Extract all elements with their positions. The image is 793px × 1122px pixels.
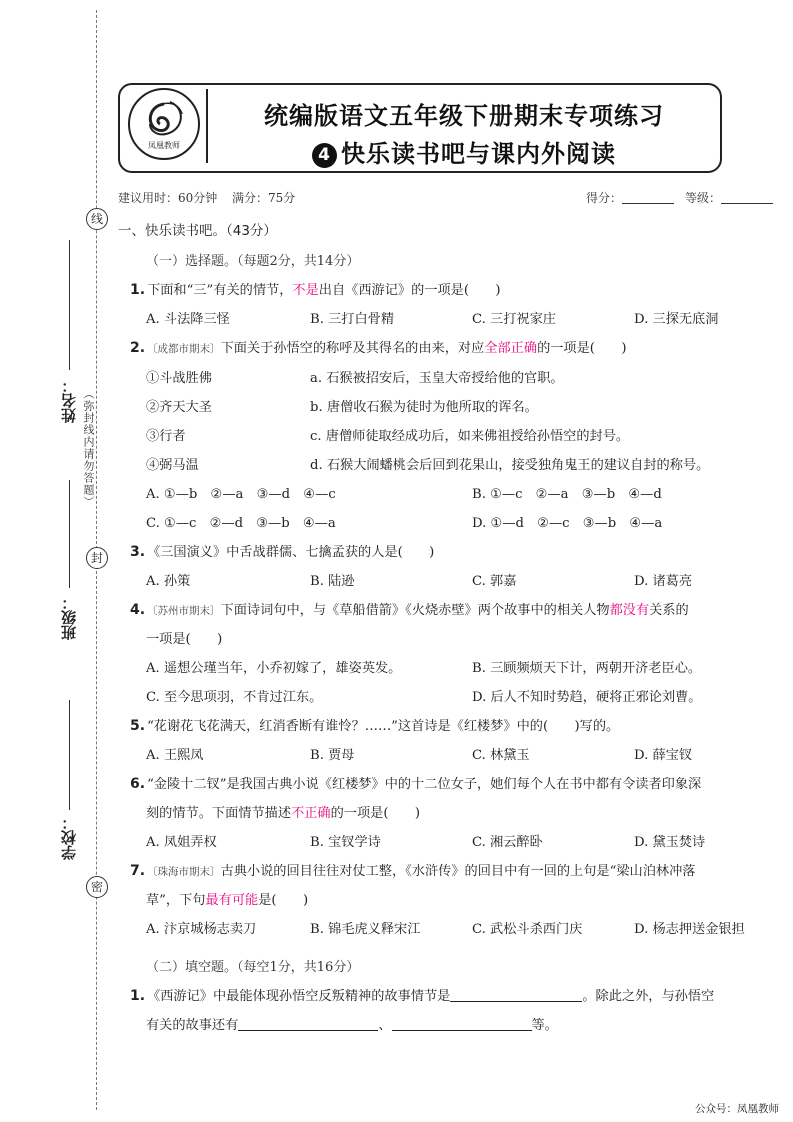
q2-option-b[interactable]: B. ①—c ②—a ③—b ④—d bbox=[472, 487, 662, 502]
q2-name-1: ①斗战胜佛 bbox=[146, 371, 212, 386]
school-label: 学校： bbox=[60, 815, 78, 860]
class-label: 班级： bbox=[60, 595, 78, 640]
q4-option-d[interactable]: D. 后人不知时势趋，硬将正邪论刘曹。 bbox=[472, 690, 702, 705]
q2-option-c[interactable]: C. ①—c ②—d ③—b ④—a bbox=[146, 516, 336, 531]
binding-mark-xian: 线 bbox=[86, 208, 108, 230]
binding-mark-feng: 封 bbox=[86, 547, 108, 569]
fill-question-1: 1. 《西游记》中最能体现孙悟空反叛精神的故事情节是 。除此之外，与孙悟空 bbox=[130, 988, 715, 1004]
score-field[interactable]: 得分： bbox=[586, 189, 674, 206]
q3-option-c[interactable]: C. 郭嘉 bbox=[472, 574, 517, 589]
q4-option-c[interactable]: C. 至今思项羽，不肯过江东。 bbox=[146, 690, 323, 705]
q7-option-b[interactable]: B. 锦毛虎义释宋江 bbox=[310, 922, 421, 937]
question-6-line2: 刻的情节。下面情节描述不正确的一项是( ) bbox=[146, 806, 421, 821]
q5-option-c[interactable]: C. 林黛玉 bbox=[472, 748, 530, 763]
question-4: 4. 〔苏州市期末〕下面诗词句中，与《草船借箭》《火烧赤壁》两个故事中的相关人物都没有关系的 bbox=[130, 602, 689, 618]
footer-credit: 公众号：凤凰教师 bbox=[695, 1103, 779, 1115]
part1-heading: （一）选择题。（每题2分，共14分） bbox=[146, 254, 360, 269]
q2-name-4: ④弼马温 bbox=[146, 458, 199, 473]
q5-option-a[interactable]: A. 王熙凤 bbox=[146, 748, 204, 763]
fill-question-1-line2: 有关的故事还有 、 等。 bbox=[146, 1018, 558, 1033]
subtitle-text: 快乐读书吧与课内外阅读 bbox=[341, 140, 616, 168]
q2-option-a[interactable]: A. ①—b ②—a ③—d ④—c bbox=[146, 487, 336, 502]
q6-option-d[interactable]: D. 黛玉焚诗 bbox=[634, 835, 706, 850]
q6-option-a[interactable]: A. 凤姐弄权 bbox=[146, 835, 217, 850]
q2-reason-b: b. 唐僧收石猴为徒时为他所取的诨名。 bbox=[310, 400, 538, 415]
q2-reason-d: d. 石猴大闹蟠桃会后回到花果山，接受独角鬼王的建议自封的称号。 bbox=[310, 458, 710, 473]
name-line bbox=[69, 240, 70, 370]
q7-option-a[interactable]: A. 汴京城杨志卖刀 bbox=[146, 922, 257, 937]
grade-field[interactable]: 等级： bbox=[685, 189, 773, 206]
fill-blank-3[interactable] bbox=[392, 1017, 532, 1031]
q2-name-3: ③行者 bbox=[146, 429, 186, 444]
q2-reason-c: c. 唐僧师徒取经成功后，如来佛祖授给孙悟空的封号。 bbox=[310, 429, 630, 444]
fill-blank-1[interactable] bbox=[450, 988, 582, 1002]
part2-heading: （二）填空题。（每空1分，共16分） bbox=[146, 960, 360, 975]
binding-mark-mi: 密 bbox=[86, 876, 108, 898]
section-heading: 一、快乐读书吧。（43分） bbox=[118, 223, 277, 239]
fill-blank-2[interactable] bbox=[238, 1017, 378, 1031]
title-number-badge: 4 bbox=[312, 143, 337, 168]
q1-option-b[interactable]: B. 三打白骨精 bbox=[310, 312, 395, 327]
q6-option-b[interactable]: B. 宝钗学诗 bbox=[310, 835, 381, 850]
question-5: 5. “花谢花飞花满天，红消香断有谁怜？……”这首诗是《红楼梦》中的( )写的。 bbox=[130, 718, 620, 734]
question-7: 7. 〔珠海市期末〕古典小说的回目往往对仗工整，《水浒传》的回目中有一回的上句是“梁山泊林冲落 bbox=[130, 863, 696, 879]
full-score: 满分：75分 bbox=[232, 191, 296, 205]
swirl-logo-icon bbox=[130, 90, 198, 158]
q1-option-c[interactable]: C. 三打祝家庄 bbox=[472, 312, 556, 327]
q3-option-b[interactable]: B. 陆逊 bbox=[310, 574, 355, 589]
logo-text: 凤凰教师 bbox=[148, 141, 180, 150]
q1-option-d[interactable]: D. 三探无底洞 bbox=[634, 312, 719, 327]
q7-option-d[interactable]: D. 杨志押送金银担 bbox=[634, 922, 745, 937]
page-title: 统编版语文五年级下册期末专项练习 bbox=[264, 102, 664, 130]
binding-note: （弥封线内请勿答题） bbox=[82, 388, 95, 508]
q3-option-d[interactable]: D. 诸葛亮 bbox=[634, 574, 693, 589]
question-4-line2: 一项是( ) bbox=[146, 632, 223, 647]
q5-option-b[interactable]: B. 贾母 bbox=[310, 748, 355, 763]
q3-option-a[interactable]: A. 孙策 bbox=[146, 574, 191, 589]
header-divider bbox=[206, 89, 208, 163]
question-2: 2. 〔成都市期末〕下面关于孙悟空的称呼及其得名的由来，对应全部正确的一项是( ) bbox=[130, 340, 627, 356]
q2-reason-a: a. 石猴被招安后，玉皇大帝授给他的官职。 bbox=[310, 371, 564, 386]
class-line bbox=[69, 480, 70, 588]
q2-name-2: ②齐天大圣 bbox=[146, 400, 212, 415]
question-1: 1. 下面和“三”有关的情节，不是出自《西游记》的一项是( ) bbox=[130, 282, 501, 298]
q4-option-a[interactable]: A. 遥想公瑾当年，小乔初嫁了，雄姿英发。 bbox=[146, 661, 402, 676]
suggested-time: 建议用时：60分钟 bbox=[118, 191, 218, 205]
q1-option-a[interactable]: A. 斗法降三怪 bbox=[146, 312, 230, 327]
question-6: 6. “金陵十二钗”是我国古典小说《红楼梦》中的十二位女子，她们每个人在书中都有令读者印象深 bbox=[130, 776, 702, 792]
page-subtitle bbox=[214, 134, 714, 169]
name-label: 姓名： bbox=[60, 378, 78, 423]
q4-option-b[interactable]: B. 三顾频烦天下计，两朝开济老臣心。 bbox=[472, 661, 702, 676]
q6-option-c[interactable]: C. 湘云醉卧 bbox=[472, 835, 543, 850]
school-line bbox=[69, 700, 70, 810]
question-3: 3. 《三国演义》中舌战群儒、七擒孟获的人是( ) bbox=[130, 544, 435, 560]
q2-option-d[interactable]: D. ①—d ②—c ③—b ④—a bbox=[472, 516, 663, 531]
question-7-line2: 草”，下句最有可能是( ) bbox=[146, 893, 309, 908]
logo bbox=[128, 88, 200, 160]
q5-option-d[interactable]: D. 薛宝钗 bbox=[634, 748, 693, 763]
q7-option-c[interactable]: C. 武松斗杀西门庆 bbox=[472, 922, 583, 937]
